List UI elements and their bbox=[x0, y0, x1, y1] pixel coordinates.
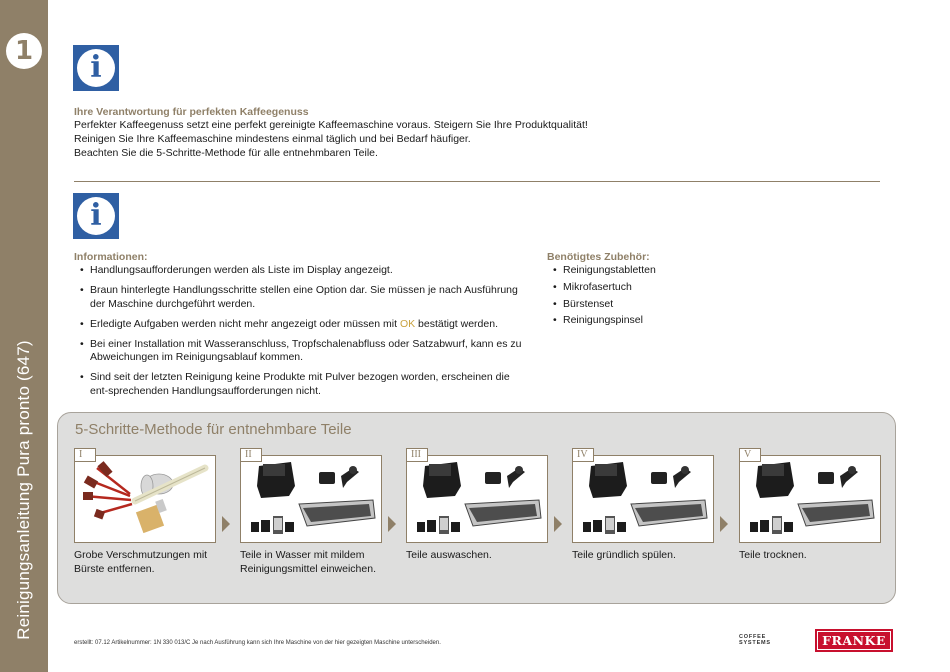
list-item: • Sind seit der letzten Reinigung keine Produkte mit Pulver bezogen worden, erscheinen die ent-sprechenden Handlungsaufforderungen nicht. bbox=[80, 371, 510, 397]
arrow-icon bbox=[554, 516, 562, 532]
section-divider bbox=[74, 181, 880, 182]
five-step-method-panel bbox=[57, 412, 896, 604]
responsibility-section bbox=[74, 106, 674, 160]
footer-note: erstellt: 07.12 Artikelnummer: 1N 330 013/C Je nach Ausführung kann sich Ihre Maschine von der hier gezeigten Maschine unterscheiden. bbox=[74, 640, 441, 646]
list-item: • Bei einer Installation mit Wasseranschluss, Tropfschalenabfluss oder Satzabwurf, kann es zu Abweichungen im Reinigungsablauf kommen. bbox=[80, 337, 522, 363]
brushes-image bbox=[74, 455, 216, 543]
accessories-section bbox=[547, 251, 747, 331]
method-title: 5-Schritte-Methode für entnehmbare Teile bbox=[75, 421, 352, 438]
step-numeral: II bbox=[240, 448, 262, 462]
list-item: • Erledigte Aufgaben werden nicht mehr angezeigt oder müssen mit OK bestätigt werden. bbox=[80, 317, 498, 330]
accessories-heading: Benötigtes Zubehör: bbox=[547, 251, 650, 263]
page-number-badge: 1 bbox=[6, 33, 42, 69]
document-title: Reinigungsanleitung Pura pronto (647) bbox=[14, 340, 33, 640]
list-item: • Mikrofasertuch bbox=[553, 280, 632, 293]
ok-highlight: OK bbox=[399, 317, 416, 330]
step-caption: Teile gründlich spülen. bbox=[572, 549, 676, 561]
list-item: • Braun hinterlegte Handlungsschritte stellen eine Option dar. Sie müssen je nach Ausführung der Maschine durchgeführt werden. bbox=[80, 284, 518, 310]
step-numeral: I bbox=[74, 448, 96, 462]
information-section bbox=[74, 251, 524, 405]
brand-subtitle: COFFEE SYSTEMS bbox=[739, 634, 771, 646]
arrow-icon bbox=[222, 516, 230, 532]
info-icon: i bbox=[73, 193, 119, 239]
parts-image bbox=[739, 455, 881, 543]
list-item: • Handlungsaufforderungen werden als Liste im Display angezeigt. bbox=[80, 264, 393, 276]
step-numeral: III bbox=[406, 448, 428, 462]
parts-image bbox=[240, 455, 382, 543]
responsibility-line: Beachten Sie die 5-Schritte-Methode für alle entnehmbaren Teile. bbox=[74, 147, 378, 159]
info-icon: i bbox=[73, 45, 119, 91]
step-caption: Grobe Verschmutzungen mit Bürste entfernen. bbox=[74, 549, 208, 575]
parts-image bbox=[406, 455, 548, 543]
parts-image bbox=[572, 455, 714, 543]
list-item: • Reinigungspinsel bbox=[553, 314, 643, 327]
arrow-icon bbox=[720, 516, 728, 532]
list-item: • Reinigungstabletten bbox=[553, 264, 656, 276]
arrow-icon bbox=[388, 516, 396, 532]
step-caption: Teile auswaschen. bbox=[406, 549, 492, 561]
step-numeral: V bbox=[739, 448, 761, 462]
responsibility-heading: Ihre Verantwortung für perfekten Kaffeegenuss bbox=[74, 106, 309, 118]
responsibility-line: Reinigen Sie Ihre Kaffeemaschine mindestens einmal täglich und bei Bedarf häufiger. bbox=[74, 133, 471, 145]
step-caption: Teile trocknen. bbox=[739, 549, 807, 561]
information-heading: Informationen: bbox=[74, 251, 148, 263]
list-item: • Bürstenset bbox=[553, 297, 614, 310]
step-caption: Teile in Wasser mit mildem Reinigungsmittel einweichen. bbox=[240, 549, 376, 575]
franke-logo: FRANKE bbox=[815, 629, 893, 652]
step-numeral: IV bbox=[572, 448, 594, 462]
sidebar bbox=[0, 0, 48, 672]
responsibility-line: Perfekter Kaffeegenuss setzt eine perfekt gereinigte Kaffeemaschine voraus. Steigern Sie Ihre Produktqualität! bbox=[74, 119, 588, 131]
